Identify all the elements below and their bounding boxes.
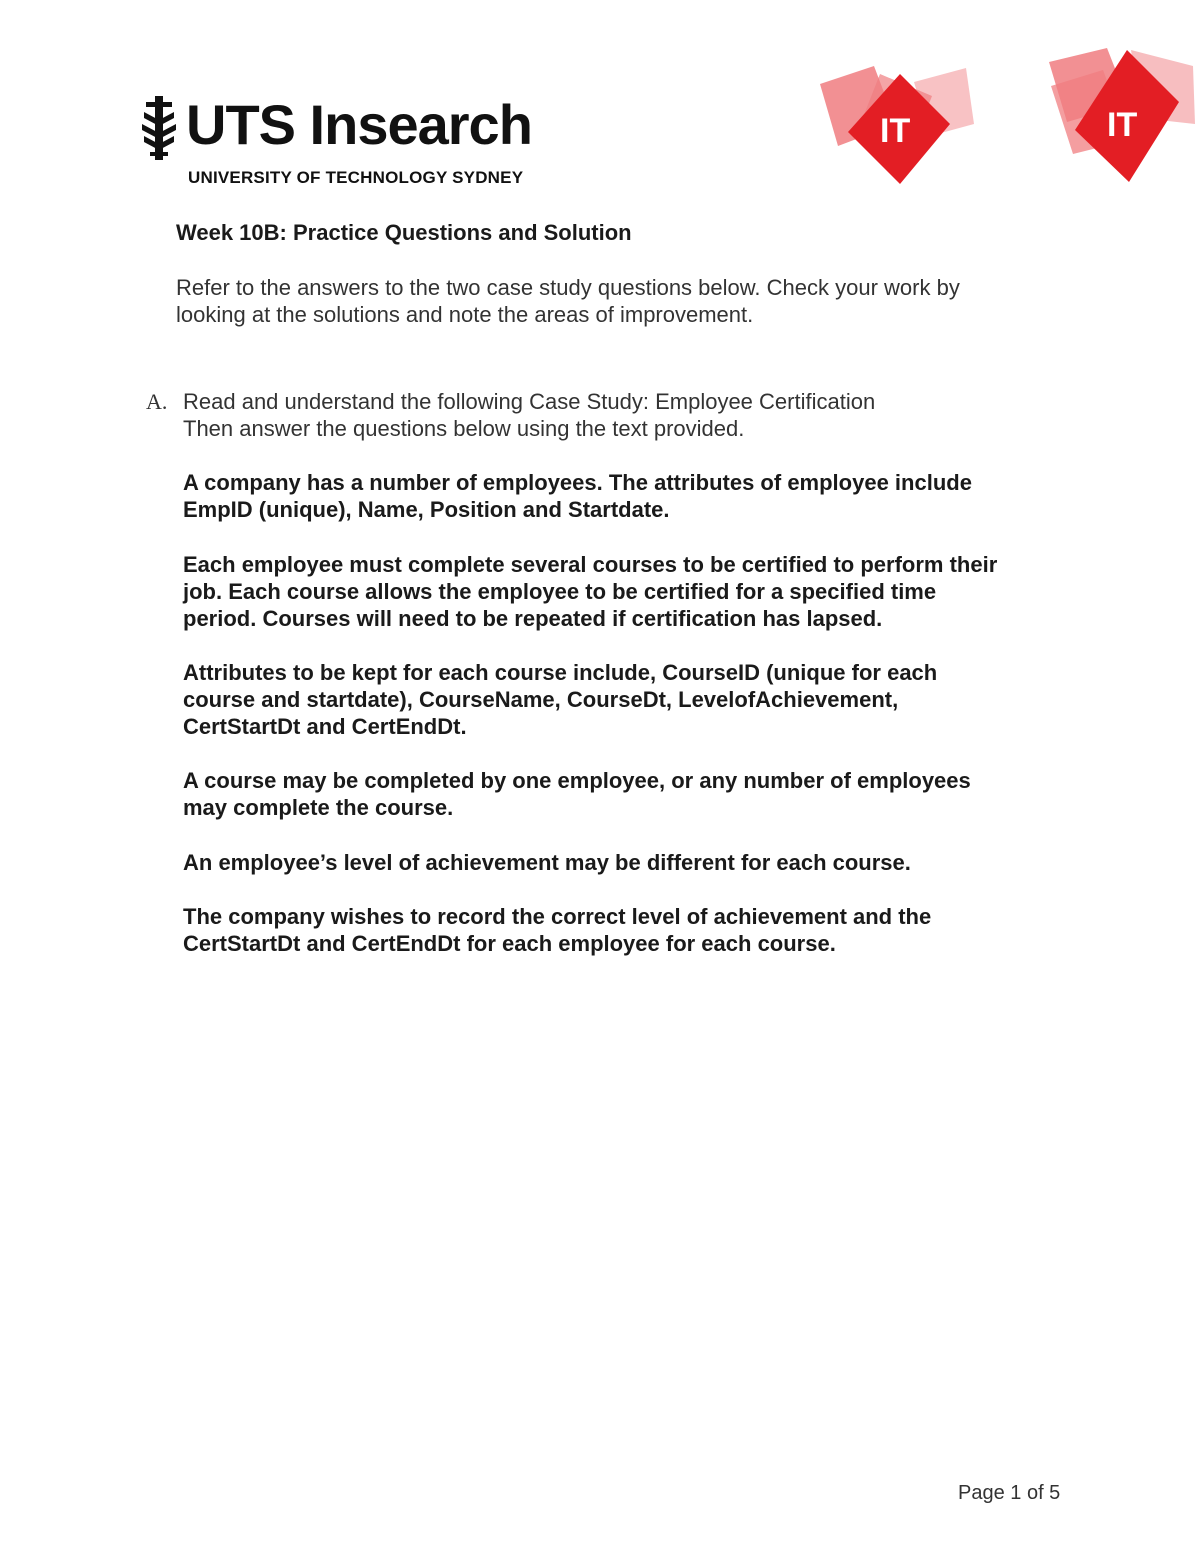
case-study-paragraph [183,551,1068,632]
intro-line: Refer to the answers to the two case study questions below. Check your work by [176,275,960,300]
logo-subtitle: UNIVERSITY OF TECHNOLOGY SYDNEY [188,168,524,187]
paragraph-line: EmpID (unique), Name, Position and Startdate. [183,497,670,522]
paragraph-line: An employee’s level of achievement may be different for each course. [183,850,911,875]
case-study-paragraph [183,767,1068,821]
paragraph-line: Each employee must complete several courses to be certified to perform their [183,552,998,577]
page-number: Page 1 of 5 [958,1482,1061,1504]
page-title: Week 10B: Practice Questions and Solution [176,220,632,245]
it-badge-label: IT [1107,106,1138,144]
section-lead-line: Then answer the questions below using the text provided. [183,416,745,441]
case-study-paragraph [183,849,1068,876]
paragraph-line: Attributes to be kept for each course include, CourseID (unique for each [183,660,938,685]
paragraph-line: period. Courses will need to be repeated if certification has lapsed. [183,606,883,631]
paragraph-line: CertStartDt and CertEndDt for each employee for each course. [183,931,836,956]
section-lead-line: Read and understand the following Case Study: Employee Certification [183,389,876,414]
logo-wordmark: UTS Insearch [186,93,532,156]
section-lead [183,388,1063,442]
uts-crest-icon [140,96,178,160]
it-badge-logo [818,60,978,210]
paragraph-line: course and startdate), CourseName, CourseDt, LevelofAchievement, [183,687,899,712]
paragraph-line: The company wishes to record the correct level of achievement and the [183,904,932,929]
paragraph-line: CertStartDt and CertEndDt. [183,714,467,739]
paragraph-line: A course may be completed by one employee, or any number of employees [183,768,971,793]
paragraph-line: may complete the course. [183,795,454,820]
case-study-paragraph [183,903,1068,957]
uts-insearch-logo [140,93,560,196]
paragraph-line: A company has a number of employees. The attributes of employee include [183,470,972,495]
section-marker: A. [146,389,168,414]
case-study-paragraph [183,659,1068,740]
it-badge-logo [1045,44,1200,194]
intro-paragraph [176,274,1056,328]
paragraph-line: job. Each course allows the employee to be certified for a specified time [183,579,937,604]
it-badge-label: IT [880,112,911,150]
intro-line: looking at the solutions and note the areas of improvement. [176,302,754,327]
case-study-paragraph [183,469,1068,523]
